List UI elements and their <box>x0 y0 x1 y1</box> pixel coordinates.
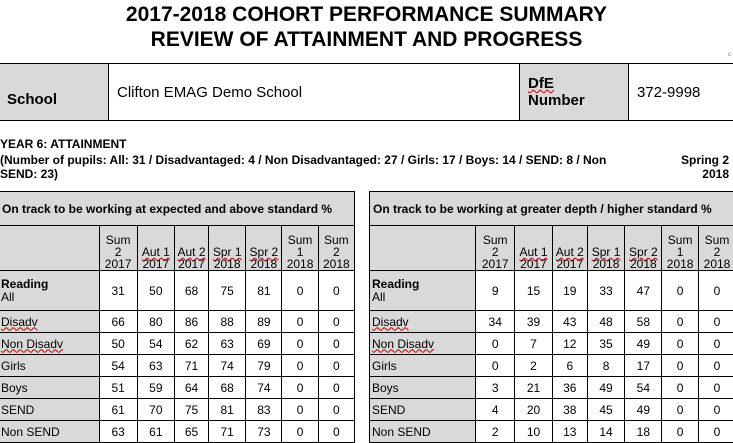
depth-value-cell[interactable]: 20 <box>515 399 553 421</box>
expected-value-cell[interactable]: 0 <box>282 399 318 421</box>
depth-row-label <box>370 399 476 421</box>
column-header-part: Spr 2 <box>249 245 279 259</box>
column-header-part: 2017 <box>178 257 205 271</box>
column-header-part: 2 <box>332 245 340 259</box>
depth-table-header: On track to be working at greater depth / higher standard % <box>370 192 733 226</box>
depth-value-cell[interactable]: 38 <box>552 399 587 421</box>
depth-value-cell[interactable]: 13 <box>552 421 587 443</box>
depth-value-cell[interactable]: 9 <box>476 271 515 311</box>
row-label-text: SEND <box>1 402 35 417</box>
depth-value-cell[interactable]: 49 <box>587 377 625 399</box>
expected-value-cell[interactable]: 0 <box>318 355 354 377</box>
depth-value-cell[interactable]: 0 <box>662 311 699 333</box>
expected-value-cell[interactable]: 0 <box>282 355 318 377</box>
expected-value-cell[interactable]: 0 <box>318 271 354 311</box>
school-info-table <box>0 63 733 121</box>
depth-value-cell[interactable]: 4 <box>476 399 515 421</box>
depth-value-cell[interactable]: 19 <box>552 271 587 311</box>
depth-value-cell[interactable]: 6 <box>552 355 587 377</box>
expected-value-cell[interactable]: 83 <box>246 399 282 421</box>
depth-value-cell[interactable]: 0 <box>476 355 515 377</box>
depth-value-cell[interactable]: 0 <box>699 355 733 377</box>
row-label-text: Non SEND <box>1 424 60 439</box>
column-header-part: 2017 <box>142 257 170 271</box>
page-title-line-2: REVIEW OF ATTAINMENT AND PROGRESS <box>150 28 583 51</box>
depth-table-row <box>370 271 733 311</box>
expected-table-row <box>0 311 355 333</box>
column-header-part: 2017 <box>481 257 509 271</box>
term-label <box>681 153 729 181</box>
column-header-part: 2 <box>491 245 499 259</box>
expected-value-cell[interactable]: 75 <box>209 271 246 311</box>
expected-value-cell[interactable]: 0 <box>282 333 318 355</box>
column-header-part: 2018 <box>250 257 278 271</box>
expected-row-label <box>0 355 99 377</box>
depth-value-cell[interactable]: 49 <box>625 399 662 421</box>
expected-value-cell[interactable]: 81 <box>209 399 246 421</box>
expected-value-cell[interactable]: 69 <box>246 333 282 355</box>
expected-column-header <box>282 226 318 271</box>
depth-value-cell[interactable]: 8 <box>587 355 625 377</box>
expected-value-cell[interactable]: 0 <box>318 421 354 443</box>
dfe-number-value[interactable]: 372-9998 <box>629 64 733 121</box>
expected-value-cell[interactable]: 70 <box>137 399 174 421</box>
depth-value-cell[interactable]: 2 <box>476 421 515 443</box>
expected-value-cell[interactable]: 61 <box>137 421 174 443</box>
expected-value-cell[interactable]: 59 <box>137 377 174 399</box>
depth-value-cell[interactable]: 49 <box>625 333 662 355</box>
depth-value-cell[interactable]: 0 <box>699 311 733 333</box>
expected-column-header <box>246 226 282 271</box>
column-header-part: Sum <box>105 233 131 247</box>
column-header-part: 2018 <box>322 257 350 271</box>
expected-table-row <box>0 271 355 311</box>
depth-table-row <box>370 311 733 333</box>
column-header-part: Spr 1 <box>591 245 621 259</box>
row-label-text: Disadv <box>1 314 38 329</box>
column-header-part: Aut 1 <box>519 245 548 259</box>
column-header-part: 2017 <box>520 257 547 271</box>
expected-table-row <box>0 421 355 443</box>
depth-value-cell[interactable]: 0 <box>662 377 699 399</box>
column-header-part: Sum <box>482 233 508 247</box>
expected-value-cell[interactable]: 88 <box>209 311 246 333</box>
column-header-part: Spr 1 <box>212 245 242 259</box>
expected-value-cell[interactable]: 66 <box>99 311 137 333</box>
depth-column-header <box>552 226 587 271</box>
expected-value-cell[interactable]: 0 <box>318 377 354 399</box>
expected-header-row <box>0 192 355 226</box>
depth-value-cell[interactable]: 2 <box>515 355 553 377</box>
row-label-text: Girls <box>1 358 26 373</box>
depth-value-cell[interactable]: 47 <box>625 271 662 311</box>
column-header-part: 2017 <box>556 257 584 271</box>
column-header-part: 2018 <box>630 257 657 271</box>
column-header-part: Aut 1 <box>141 245 170 259</box>
depth-value-cell[interactable]: 0 <box>662 399 699 421</box>
page-title-line-1: 2017-2018 COHORT PERFORMANCE SUMMARY <box>125 3 608 26</box>
row-label-text: Reading <box>372 276 420 291</box>
column-header-part: 2018 <box>213 257 241 271</box>
expected-column-header <box>209 226 246 271</box>
depth-column-header <box>515 226 553 271</box>
depth-column-header <box>625 226 662 271</box>
pupil-counts: (Number of pupils: All: 31 / Disadvantaged: 4 / Non Disadvantaged: 27 / Girls: 17 / Boys: 14 / SEND: 8 / Non SEND: 23) <box>0 153 607 181</box>
column-header-part: Sum <box>323 233 349 247</box>
expected-value-cell[interactable]: 81 <box>246 271 282 311</box>
depth-table-row <box>370 421 733 443</box>
expected-row-label <box>0 311 99 333</box>
depth-table-row <box>370 355 733 377</box>
column-header-part: Sum <box>287 233 313 247</box>
expected-value-cell[interactable]: 79 <box>246 355 282 377</box>
school-name[interactable]: Clifton EMAG Demo School <box>109 64 520 121</box>
expected-column-header <box>137 226 174 271</box>
expected-column-header <box>174 226 208 271</box>
depth-value-cell[interactable]: 36 <box>552 377 587 399</box>
depth-value-cell[interactable]: 58 <box>625 311 662 333</box>
expected-table-row <box>0 355 355 377</box>
expected-value-cell[interactable]: 74 <box>246 377 282 399</box>
depth-value-cell[interactable]: 34 <box>476 311 515 333</box>
depth-value-cell[interactable]: 0 <box>699 271 733 311</box>
depth-value-cell[interactable]: 0 <box>662 271 699 311</box>
greater-depth-table <box>369 191 733 443</box>
expected-value-cell[interactable]: 54 <box>137 333 174 355</box>
expected-table-row <box>0 399 355 421</box>
depth-value-cell[interactable]: 0 <box>662 421 699 443</box>
column-header-part: 2018 <box>666 257 694 271</box>
depth-value-cell[interactable]: 14 <box>587 421 625 443</box>
school-label: School <box>0 64 109 121</box>
depth-value-cell[interactable]: 15 <box>515 271 553 311</box>
depth-column-header <box>662 226 699 271</box>
depth-value-cell[interactable]: 0 <box>699 377 733 399</box>
depth-value-cell[interactable]: 45 <box>587 399 625 421</box>
depth-header-row <box>370 192 733 226</box>
column-header-part: 2018 <box>592 257 620 271</box>
depth-row-label <box>370 271 476 311</box>
expected-value-cell[interactable]: 0 <box>318 333 354 355</box>
depth-value-cell[interactable]: 10 <box>515 421 553 443</box>
column-header-part: 2018 <box>286 257 314 271</box>
expected-blank-header-cell <box>0 226 99 271</box>
row-label-text: Non Disadv <box>1 336 64 351</box>
depth-value-cell[interactable]: 17 <box>625 355 662 377</box>
expected-value-cell[interactable]: 63 <box>99 421 137 443</box>
depth-row-label <box>370 355 476 377</box>
depth-table-row <box>370 333 733 355</box>
column-header-part: 1 <box>296 245 304 259</box>
depth-row-label <box>370 333 476 355</box>
expected-value-cell[interactable]: 61 <box>99 399 137 421</box>
expected-value-cell[interactable]: 54 <box>99 355 137 377</box>
row-label-text: Non Disadv <box>372 336 435 351</box>
depth-row-label <box>370 311 476 333</box>
expected-value-cell[interactable]: 63 <box>209 333 246 355</box>
row-label-text: Non SEND <box>372 424 431 439</box>
expected-value-cell[interactable]: 65 <box>174 421 208 443</box>
column-header-part: Spr 2 <box>629 245 658 259</box>
row-label-text: Girls <box>372 358 397 373</box>
depth-row-label <box>370 421 476 443</box>
depth-value-cell[interactable]: 12 <box>552 333 587 355</box>
expected-value-cell[interactable]: 51 <box>99 377 137 399</box>
term-label-line-2: 2018 <box>702 167 729 181</box>
expected-value-cell[interactable]: 62 <box>174 333 208 355</box>
column-header-part: Aut 2 <box>177 245 206 259</box>
expected-value-cell[interactable]: 31 <box>99 271 137 311</box>
depth-value-cell[interactable]: 21 <box>515 377 553 399</box>
dfe-label-line-1: DfE <box>528 75 554 92</box>
expected-value-cell[interactable]: 73 <box>246 421 282 443</box>
depth-value-cell[interactable]: 7 <box>515 333 553 355</box>
depth-value-cell[interactable]: 54 <box>625 377 662 399</box>
row-label-text: Boys <box>1 380 28 395</box>
column-header-part: 1 <box>676 245 684 259</box>
expected-value-cell[interactable]: 89 <box>246 311 282 333</box>
depth-column-header <box>699 226 733 271</box>
expected-value-cell[interactable]: 0 <box>282 377 318 399</box>
depth-value-cell[interactable]: 0 <box>699 421 733 443</box>
expected-value-cell[interactable]: 75 <box>174 399 208 421</box>
column-header-part: 2018 <box>703 257 731 271</box>
depth-value-cell[interactable]: 3 <box>476 377 515 399</box>
dfe-number-label <box>520 64 629 121</box>
expected-row-label <box>0 271 99 311</box>
expected-value-cell[interactable]: 80 <box>137 311 174 333</box>
row-label-text: Boys <box>372 380 399 395</box>
section-heading: YEAR 6: ATTAINMENT <box>0 137 127 151</box>
expected-row-label <box>0 333 99 355</box>
expected-column-header <box>318 226 354 271</box>
column-header-part: Sum <box>667 233 693 247</box>
expected-value-cell[interactable]: 71 <box>174 355 208 377</box>
depth-value-cell[interactable]: 0 <box>699 333 733 355</box>
expected-value-cell[interactable]: 0 <box>282 271 318 311</box>
expected-column-header-row <box>0 226 355 271</box>
column-header-part: 2017 <box>104 257 132 271</box>
dfe-label-line-2: Number <box>528 92 585 109</box>
depth-value-cell[interactable]: 33 <box>587 271 625 311</box>
expected-value-cell[interactable]: 0 <box>282 421 318 443</box>
row-sublabel-text: All <box>1 289 15 304</box>
expected-value-cell[interactable]: 50 <box>99 333 137 355</box>
expected-table-row <box>0 377 355 399</box>
expected-table-header: On track to be working at expected and above standard % <box>0 192 355 226</box>
column-header-part: 2 <box>713 245 721 259</box>
depth-table-row <box>370 377 733 399</box>
row-sublabel-text: All <box>372 289 386 304</box>
corner-mark: c <box>728 52 731 58</box>
expected-row-label <box>0 421 99 443</box>
depth-column-header-row <box>370 226 733 271</box>
expected-row-label <box>0 377 99 399</box>
depth-value-cell[interactable]: 0 <box>662 355 699 377</box>
column-header-part: 2 <box>114 245 122 259</box>
depth-table-row <box>370 399 733 421</box>
expected-value-cell[interactable]: 0 <box>318 311 354 333</box>
expected-column-header <box>99 226 137 271</box>
expected-value-cell[interactable]: 50 <box>137 271 174 311</box>
row-label-text: Reading <box>1 276 49 291</box>
depth-value-cell[interactable]: 0 <box>662 333 699 355</box>
expected-value-cell[interactable]: 74 <box>209 355 246 377</box>
depth-blank-header-cell <box>370 226 476 271</box>
column-header-part: Aut 2 <box>555 245 584 259</box>
expected-value-cell[interactable]: 68 <box>174 271 208 311</box>
depth-column-header <box>587 226 625 271</box>
expected-value-cell[interactable]: 0 <box>318 399 354 421</box>
expected-value-cell[interactable]: 0 <box>282 311 318 333</box>
row-label-text: Disadv <box>372 314 409 329</box>
expected-value-cell[interactable]: 63 <box>137 355 174 377</box>
row-label-text: SEND <box>372 402 406 417</box>
expected-value-cell[interactable]: 86 <box>174 311 208 333</box>
depth-value-cell[interactable]: 39 <box>515 311 553 333</box>
term-label-line-1: Spring 2 <box>680 153 729 167</box>
depth-value-cell[interactable]: 0 <box>699 399 733 421</box>
depth-value-cell[interactable]: 0 <box>476 333 515 355</box>
expected-value-cell[interactable]: 68 <box>209 377 246 399</box>
depth-column-header <box>476 226 515 271</box>
depth-value-cell[interactable]: 35 <box>587 333 625 355</box>
expected-row-label <box>0 399 99 421</box>
expected-value-cell[interactable]: 64 <box>174 377 208 399</box>
expected-table-row <box>0 333 355 355</box>
expected-value-cell[interactable]: 71 <box>209 421 246 443</box>
depth-value-cell[interactable]: 18 <box>625 421 662 443</box>
column-header-part: Sum <box>704 233 730 247</box>
depth-row-label <box>370 377 476 399</box>
depth-value-cell[interactable]: 48 <box>587 311 625 333</box>
expected-standard-table <box>0 191 355 443</box>
depth-value-cell[interactable]: 43 <box>552 311 587 333</box>
